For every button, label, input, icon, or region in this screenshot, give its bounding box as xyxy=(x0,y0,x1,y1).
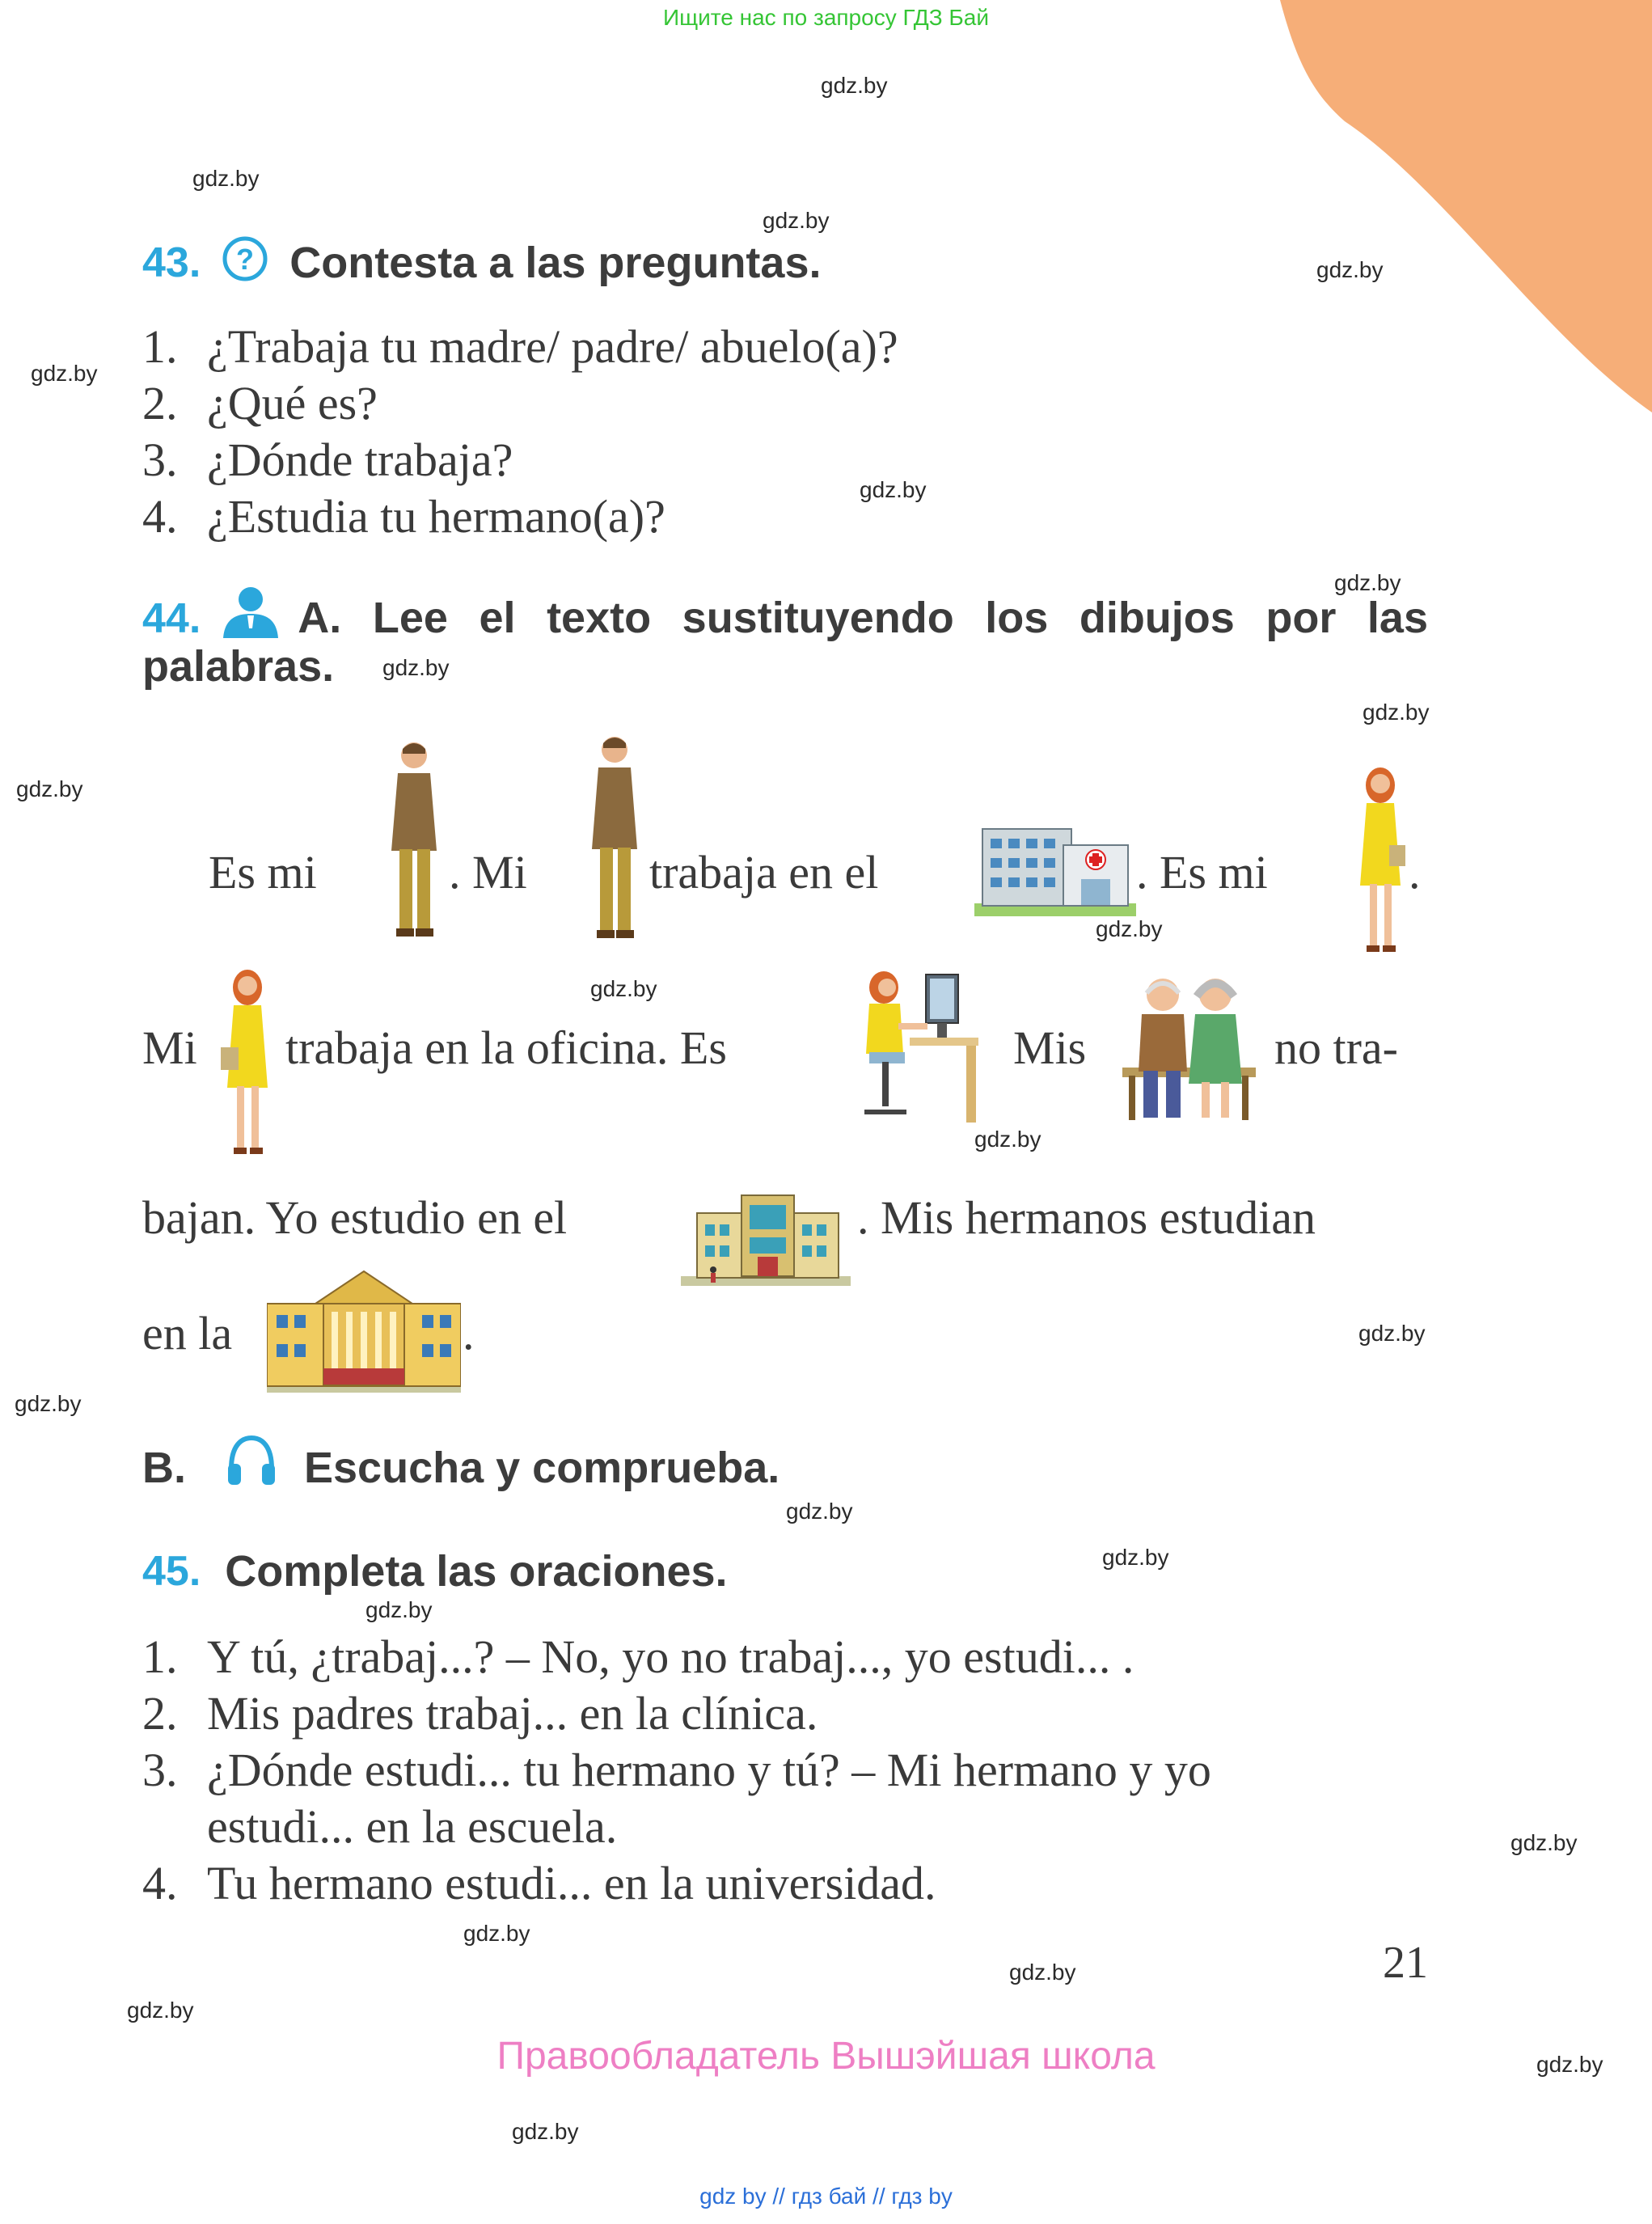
rights-holder-note: Правообладатель Вышэйшая школа xyxy=(496,2035,1156,2078)
page-number: 21 xyxy=(1383,1938,1428,1988)
watermark: gdz.by xyxy=(512,2119,579,2144)
headphones-icon xyxy=(225,1433,278,1490)
woman-figure-picture xyxy=(1352,764,1409,954)
watermark: gdz.by xyxy=(763,208,830,233)
watermark: gdz.by xyxy=(1316,257,1384,282)
school-building-picture xyxy=(681,1189,851,1286)
watermark: gdz.by xyxy=(590,976,657,1001)
sister-figure-picture xyxy=(214,966,281,1156)
list-item: 4. ¿Estudia tu hermano(a)? xyxy=(142,490,665,543)
part-b-header xyxy=(142,1435,780,1500)
clinic-building-picture xyxy=(974,813,1136,916)
watermark: gdz.by xyxy=(1009,1960,1076,1985)
list-item: 3. ¿Dónde trabaja? xyxy=(142,433,513,486)
watermark: gdz.by xyxy=(16,776,83,801)
story-text: no tra- xyxy=(1274,1021,1398,1074)
story-text: Mi xyxy=(142,1021,197,1074)
story-text: trabaja en la oficina. Es xyxy=(285,1021,727,1074)
story-text: . xyxy=(1409,846,1421,898)
exercise-title: Completa las oraciones. xyxy=(225,1547,728,1596)
grandparents-picture xyxy=(1122,970,1256,1124)
part-b-title: Escucha y comprueba. xyxy=(304,1444,780,1492)
exercise-number: 45. xyxy=(142,1548,201,1595)
watermark: gdz.by xyxy=(974,1127,1041,1152)
university-building-picture xyxy=(267,1263,461,1393)
watermark: gdz.by xyxy=(1536,2052,1603,2077)
person-icon xyxy=(218,585,283,638)
brother-figure-picture xyxy=(581,732,649,942)
exercise-43-header xyxy=(142,235,821,291)
list-item: 2. ¿Qué es? xyxy=(142,377,378,429)
watermark: gdz.by xyxy=(786,1499,853,1524)
orange-corner-decoration xyxy=(1280,0,1652,437)
exercise-number: 43. xyxy=(142,239,201,286)
list-item: 1. ¿Trabaja tu madre/ padre/ abuelo(a)? xyxy=(142,320,898,373)
watermark: gdz.by xyxy=(31,361,98,386)
part-b-label: B. xyxy=(142,1444,186,1492)
story-text: trabaja en el xyxy=(649,846,879,898)
exercise-title-line1: A. Lee el texto sustituyendo los dibujos por las xyxy=(298,594,1428,642)
story-text: . Mi xyxy=(449,846,527,898)
watermark: gdz.by xyxy=(192,166,260,191)
story-text: Mis xyxy=(1013,1021,1087,1074)
watermark: gdz.by xyxy=(1334,570,1401,595)
bottom-links[interactable]: gdz by // гдз бай // гдз by xyxy=(699,2184,953,2209)
watermark: gdz.by xyxy=(1102,1545,1169,1570)
exercise-44-header xyxy=(142,586,1428,691)
watermark: gdz.by xyxy=(365,1597,433,1622)
story-text: Es mi xyxy=(209,846,317,898)
list-item: 1. Y tú, ¿trabaj...? – No, yo no trabaj..., yo estudi... . xyxy=(142,1630,1134,1683)
watermark: gdz.by xyxy=(127,1998,194,2023)
list-item: 2. Mis padres trabaj... en la clínica. xyxy=(142,1687,818,1740)
watermark: gdz.by xyxy=(15,1391,82,1416)
question-icon xyxy=(222,235,268,282)
watermark: gdz.by xyxy=(1358,1321,1426,1346)
list-item: 4. Tu hermano estudi... en la universidad. xyxy=(142,1857,936,1909)
watermark: gdz.by xyxy=(821,73,888,98)
watermark: gdz.by xyxy=(1363,700,1430,725)
story-text: . Es mi xyxy=(1136,846,1268,898)
top-search-note: Ищите нас по запросу ГДЗ Бай xyxy=(662,5,990,30)
office-worker-picture xyxy=(853,965,978,1123)
watermark: gdz.by xyxy=(463,1921,530,1946)
exercise-number: 44. xyxy=(142,595,201,642)
exercise-45-header xyxy=(142,1543,728,1600)
story-text: . Mis hermanos estudian xyxy=(857,1191,1316,1244)
watermark: gdz.by xyxy=(382,655,450,680)
list-item: 3. ¿Dónde estudi... tu hermano y tú? – Mi hermano y yo xyxy=(142,1744,1211,1796)
list-item: estudi... en la escuela. xyxy=(207,1800,618,1853)
watermark: gdz.by xyxy=(1510,1830,1578,1855)
man-figure-picture xyxy=(380,738,449,941)
exercise-title: Contesta a las preguntas. xyxy=(289,239,822,287)
svg-text:?: ? xyxy=(236,243,255,276)
story-text: bajan. Yo estudio en el xyxy=(142,1191,568,1244)
exercise-title-line2: palabras. xyxy=(142,642,335,691)
story-text: . xyxy=(463,1307,475,1359)
watermark: gdz.by xyxy=(860,477,927,502)
story-text: en la xyxy=(142,1307,233,1359)
watermark: gdz.by xyxy=(1096,916,1163,941)
